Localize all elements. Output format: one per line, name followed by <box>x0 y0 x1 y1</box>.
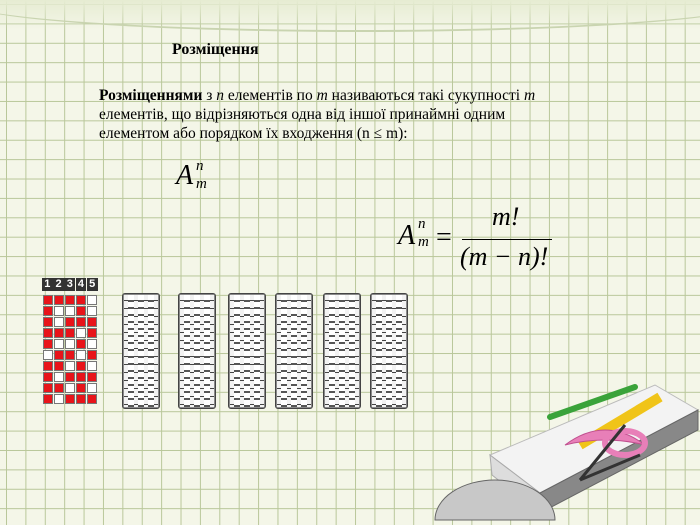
var-m: m <box>316 87 328 104</box>
arrangement-formula <box>398 202 568 276</box>
grid-cell <box>76 295 86 305</box>
grid-header-num: 1 <box>42 278 53 291</box>
fraction-bar <box>462 239 552 240</box>
grid-cell <box>65 317 75 327</box>
grid-cell <box>87 350 97 360</box>
permutation-column <box>122 293 160 409</box>
grid-header-num: 5 <box>87 278 98 291</box>
grid-cell <box>54 350 64 360</box>
grid-cell <box>43 339 53 349</box>
formula-lhs-sup: n <box>418 216 426 232</box>
formula-lhs <box>398 216 429 252</box>
grid-cell <box>76 383 86 393</box>
grid-cell <box>65 339 75 349</box>
grid-cell <box>76 317 86 327</box>
grid-cell <box>87 372 97 382</box>
grid-cell <box>65 383 75 393</box>
slide-title: Розміщення <box>172 41 259 58</box>
grid-cell <box>43 394 53 404</box>
notation-sup: n <box>196 158 204 174</box>
formula-numerator: m! <box>492 202 520 231</box>
grid-header-num: 3 <box>64 278 75 291</box>
definition-part: з <box>202 87 217 104</box>
definition-part: називаються такі сукупності <box>327 87 524 104</box>
grid-cell <box>54 295 64 305</box>
grid-cell <box>43 372 53 382</box>
formula-denominator: (m − n)! <box>460 242 549 271</box>
definition-term: Розміщеннями <box>99 87 203 104</box>
grid-cell <box>43 383 53 393</box>
grid-cell <box>65 295 75 305</box>
red-white-grid <box>40 295 100 407</box>
grid-cell <box>43 328 53 338</box>
grid-cell <box>76 350 86 360</box>
grid-cell <box>43 306 53 316</box>
var-m: m <box>523 87 536 104</box>
grid-cell <box>43 361 53 371</box>
permutation-column <box>178 293 216 409</box>
grid-cell <box>54 328 64 338</box>
grid-cell <box>43 350 53 360</box>
formula-equals: = <box>436 222 452 253</box>
grid-cell <box>54 361 64 371</box>
formula-lhs-base: A <box>398 220 416 251</box>
grid-cell <box>43 295 53 305</box>
grid-cell <box>65 361 75 371</box>
grid-cell <box>65 394 75 404</box>
notation-sub: m <box>196 176 207 192</box>
grid-cell <box>65 306 75 316</box>
grid-cell <box>87 394 97 404</box>
var-n: n <box>216 87 225 104</box>
formula-lhs-sub: m <box>418 234 429 250</box>
book-illustration <box>430 375 700 525</box>
grid-cell <box>65 350 75 360</box>
grid-cell <box>87 383 97 393</box>
grid-cell <box>65 328 75 338</box>
permutation-column <box>275 293 313 409</box>
grid-header-num: 4 <box>76 278 87 291</box>
grid-cell <box>54 394 64 404</box>
grid-cell <box>54 383 64 393</box>
grid-cell <box>76 328 86 338</box>
notation-symbol <box>176 158 207 192</box>
definition-part: елементів по <box>224 87 317 104</box>
grid-cell <box>87 328 97 338</box>
grid-cell <box>54 372 64 382</box>
grid-cell <box>76 394 86 404</box>
notation-base: A <box>176 160 194 191</box>
grid-cell <box>65 372 75 382</box>
permutation-column <box>323 293 361 409</box>
grid-cell <box>87 317 97 327</box>
grid-cell <box>87 339 97 349</box>
grid-cell <box>43 317 53 327</box>
definition-text <box>99 86 539 143</box>
grid-header-num: 2 <box>53 278 64 291</box>
grid-cell <box>76 306 86 316</box>
permutation-column <box>228 293 266 409</box>
grid-cell <box>54 306 64 316</box>
grid-cell <box>76 339 86 349</box>
grid-cell <box>54 339 64 349</box>
grid-header <box>42 278 98 291</box>
permutation-column <box>370 293 408 409</box>
grid-cell <box>87 295 97 305</box>
grid-cell <box>76 361 86 371</box>
grid-cell <box>87 361 97 371</box>
grid-cell <box>87 306 97 316</box>
grid-cell <box>54 317 64 327</box>
definition-part: елементів, що відрізняються одна від іншої принаймні одним елементом або порядком їх входження (n ≤ m): <box>99 106 506 142</box>
grid-cell <box>76 372 86 382</box>
